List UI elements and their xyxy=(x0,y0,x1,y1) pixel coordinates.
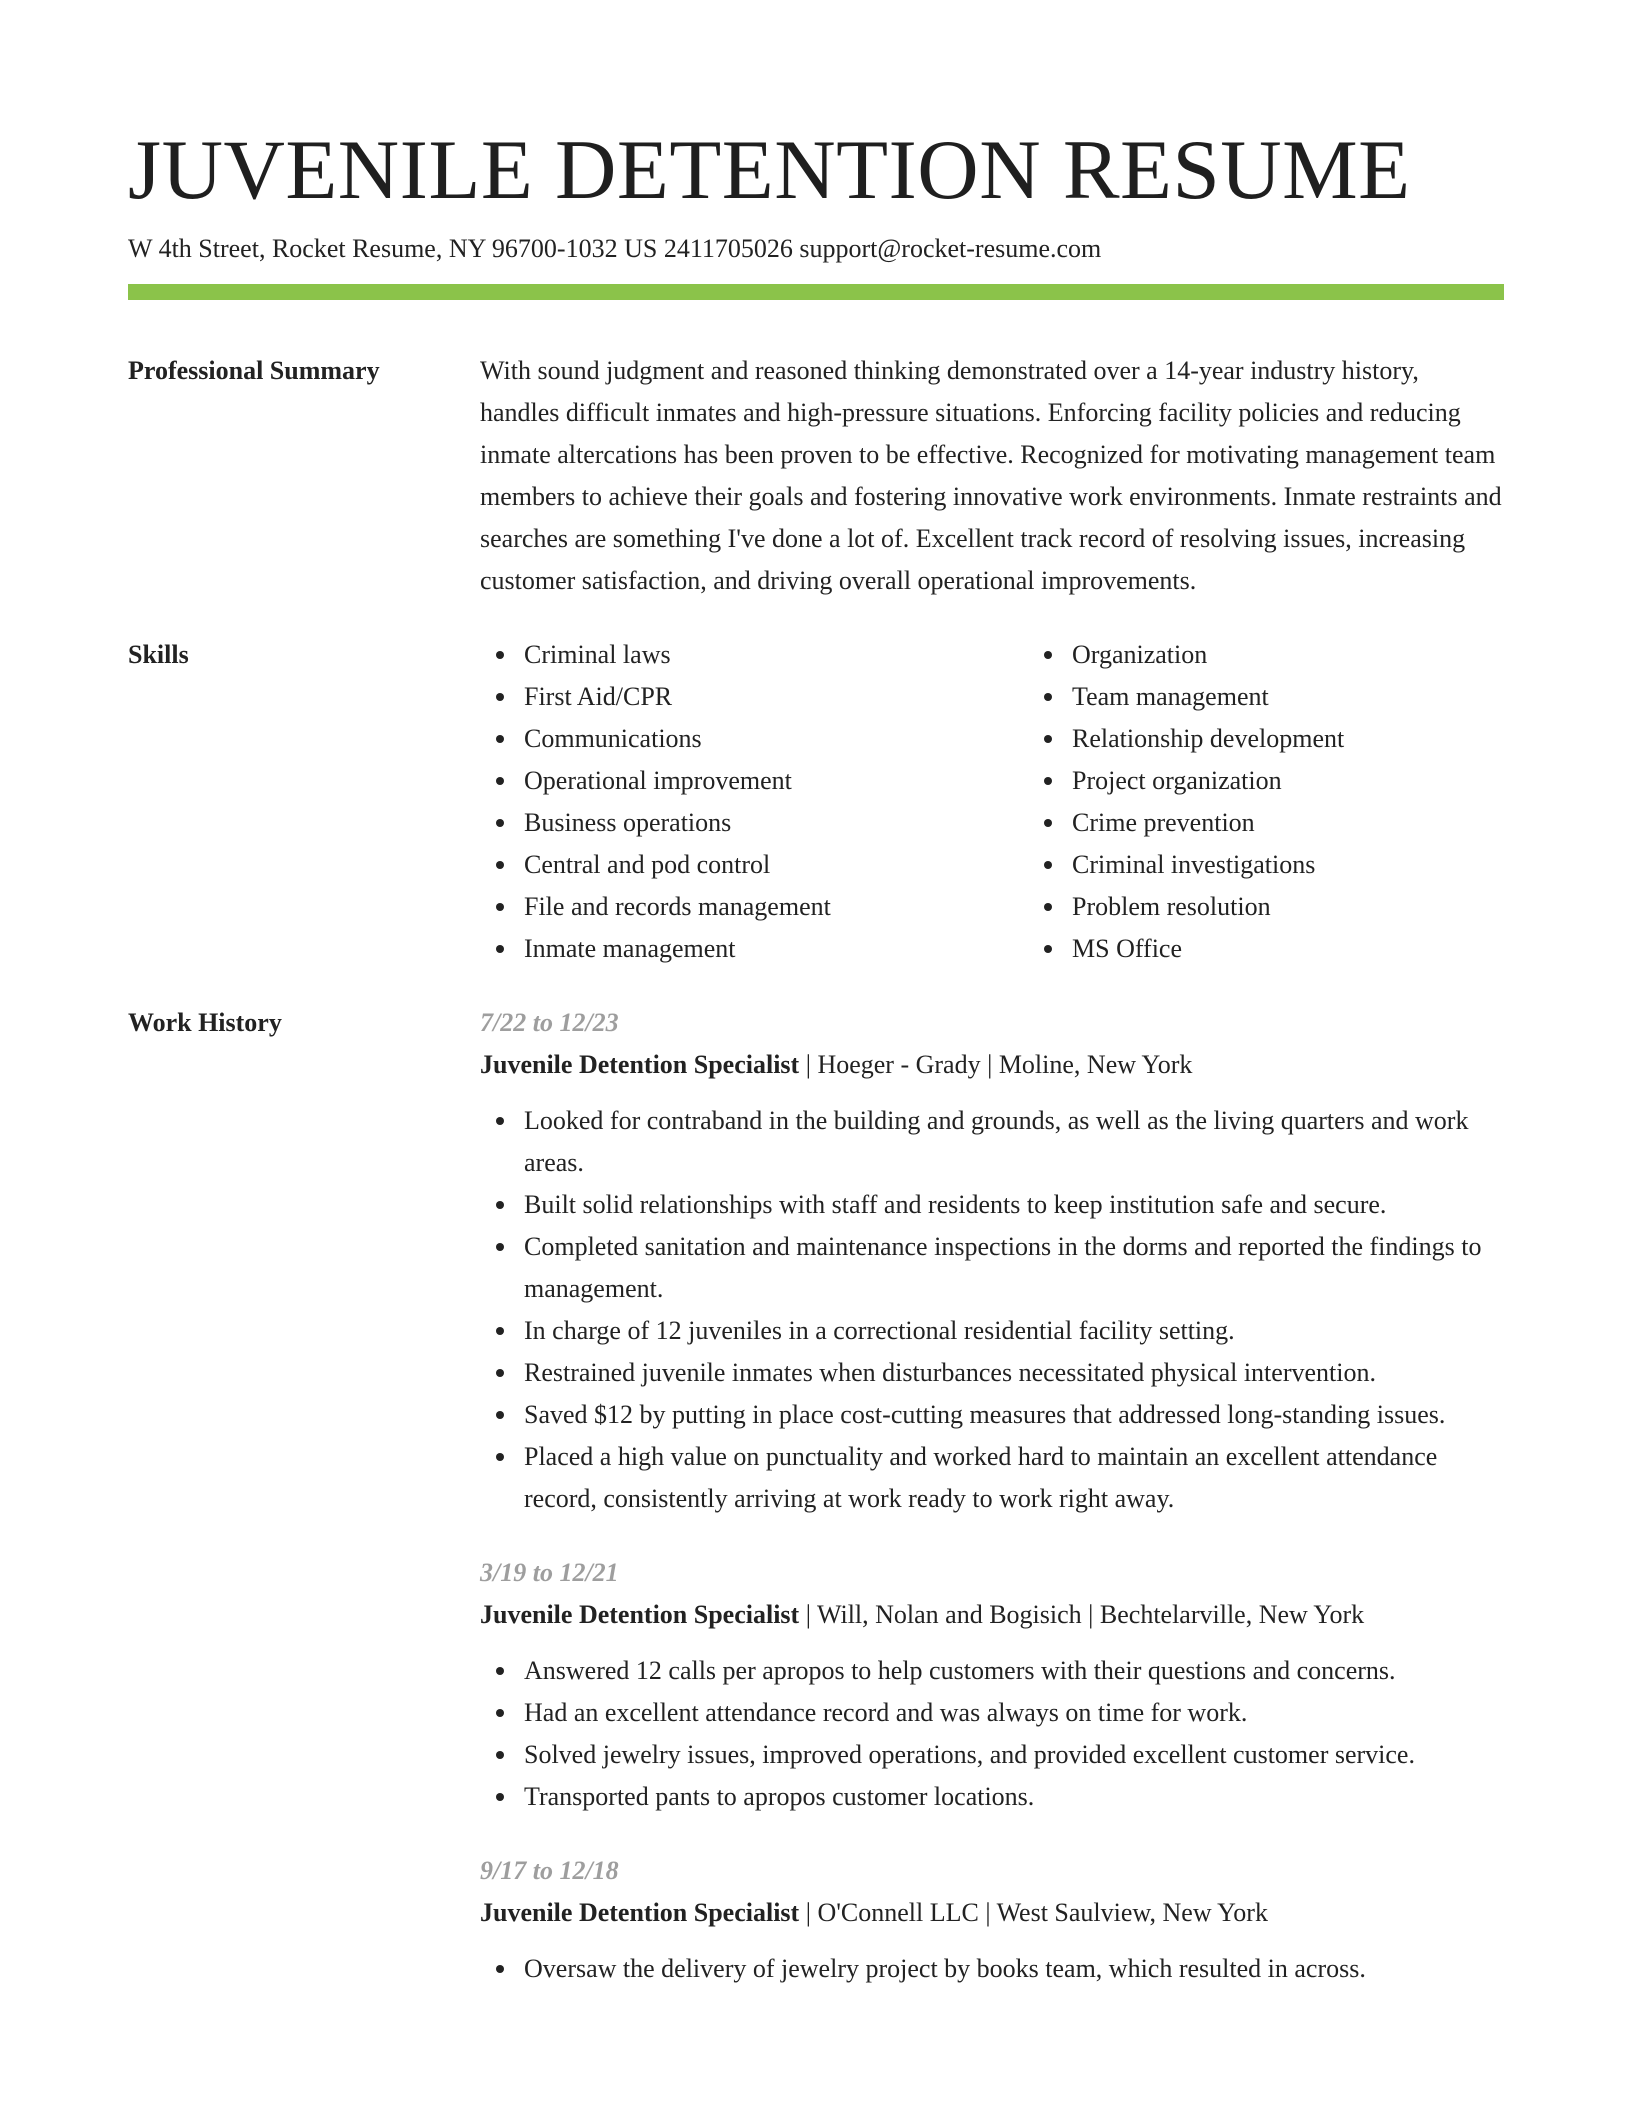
skill-item: Team management xyxy=(1072,676,1576,718)
section-label-skills: Skills xyxy=(128,640,189,669)
job-dates: 9/17 to 12/18 xyxy=(480,1856,619,1885)
job-location: Bechtelarville, New York xyxy=(1099,1600,1365,1629)
skills-section xyxy=(128,634,1504,970)
job-separator: | xyxy=(978,1898,997,1927)
job-separator: | xyxy=(980,1050,999,1079)
job-bullet: Completed sanitation and maintenance inspections in the dorms and reported the findings to management. xyxy=(524,1226,1504,1310)
job-bullets xyxy=(480,1948,1504,1990)
skill-item: Business operations xyxy=(524,802,1028,844)
skills-list-left xyxy=(480,634,1028,970)
job-bullets xyxy=(480,1650,1504,1818)
job-title: Juvenile Detention Specialist xyxy=(480,1050,800,1079)
job-bullet: Transported pants to apropos customer locations. xyxy=(524,1776,1504,1818)
resume-page xyxy=(128,120,1504,1990)
job-heading xyxy=(480,1044,1504,1086)
contact-line: W 4th Street, Rocket Resume, NY 96700-1032 US 2411705026 support@rocket-resume.com xyxy=(128,234,1102,263)
job-separator: | xyxy=(799,1050,818,1079)
skill-item: Criminal laws xyxy=(524,634,1028,676)
job-bullet: Placed a high value on punctuality and worked hard to maintain an excellent attendance record, consistently arriving at work ready to work right away. xyxy=(524,1436,1504,1520)
job-company: Will, Nolan and Bogisich xyxy=(816,1600,1082,1629)
work-history-section xyxy=(128,1002,1504,1990)
job-bullets xyxy=(480,1100,1504,1520)
job-title: Juvenile Detention Specialist xyxy=(480,1898,800,1927)
job-bullet: Looked for contraband in the building and grounds, as well as the living quarters and work areas. xyxy=(524,1100,1504,1184)
job-entry xyxy=(480,1552,1504,1818)
skill-item: Communications xyxy=(524,718,1028,760)
skill-item: Criminal investigations xyxy=(1072,844,1576,886)
job-dates: 3/19 to 12/21 xyxy=(480,1558,619,1587)
job-heading xyxy=(480,1594,1504,1636)
professional-summary-section xyxy=(128,350,1504,602)
skill-item: Organization xyxy=(1072,634,1576,676)
skill-item: File and records management xyxy=(524,886,1028,928)
skill-item: Inmate management xyxy=(524,928,1028,970)
job-bullet: Had an excellent attendance record and was always on time for work. xyxy=(524,1692,1504,1734)
skill-item: MS Office xyxy=(1072,928,1576,970)
job-bullet: Oversaw the delivery of jewelry project by books team, which resulted in across. xyxy=(524,1948,1504,1990)
skill-item: First Aid/CPR xyxy=(524,676,1028,718)
job-separator: | xyxy=(799,1600,817,1629)
job-location: Moline, New York xyxy=(998,1050,1193,1079)
summary-text: With sound judgment and reasoned thinking demonstrated over a 14-year industry history, handles difficult inmates and high-pressure situations. Enforcing facility policies and reducing inmate altercations has been proven to be effective. Recognized for motivating management team members to achieve their goals and fostering innovative work environments. Inmate restraints and searches are something I've done a lot of. Excellent track record of resolving issues, increasing customer satisfaction, and driving overall operational improvements. xyxy=(480,356,1502,595)
skill-item: Project organization xyxy=(1072,760,1576,802)
job-bullet: Built solid relationships with staff and residents to keep institution safe and secure. xyxy=(524,1184,1504,1226)
job-entry xyxy=(480,1002,1504,1520)
job-heading xyxy=(480,1892,1504,1934)
job-separator: | xyxy=(1081,1600,1100,1629)
job-bullet: Solved jewelry issues, improved operations, and provided excellent customer service. xyxy=(524,1734,1504,1776)
job-dates: 7/22 to 12/23 xyxy=(480,1008,619,1037)
job-bullet: Restrained juvenile inmates when disturbances necessitated physical intervention. xyxy=(524,1352,1504,1394)
job-bullet: Answered 12 calls per apropos to help customers with their questions and concerns. xyxy=(524,1650,1504,1692)
skill-item: Crime prevention xyxy=(1072,802,1576,844)
skill-item: Central and pod control xyxy=(524,844,1028,886)
accent-divider xyxy=(128,284,1504,300)
job-location: West Saulview, New York xyxy=(996,1898,1268,1927)
skill-item: Operational improvement xyxy=(524,760,1028,802)
section-label-work: Work History xyxy=(128,1008,282,1037)
resume-title: JUVENILE DETENTION RESUME xyxy=(128,123,1411,217)
job-bullet: In charge of 12 juveniles in a correctional residential facility setting. xyxy=(524,1310,1504,1352)
job-company: Hoeger - Grady xyxy=(817,1050,981,1079)
section-label-summary: Professional Summary xyxy=(128,356,380,385)
skill-item: Relationship development xyxy=(1072,718,1576,760)
skills-list-right xyxy=(1028,634,1576,970)
job-bullet: Saved $12 by putting in place cost-cutting measures that addressed long-standing issues. xyxy=(524,1394,1504,1436)
job-separator: | xyxy=(799,1898,818,1927)
job-company: O'Connell LLC xyxy=(817,1898,979,1927)
job-title: Juvenile Detention Specialist xyxy=(480,1600,800,1629)
job-entry xyxy=(480,1850,1504,1990)
skill-item: Problem resolution xyxy=(1072,886,1576,928)
